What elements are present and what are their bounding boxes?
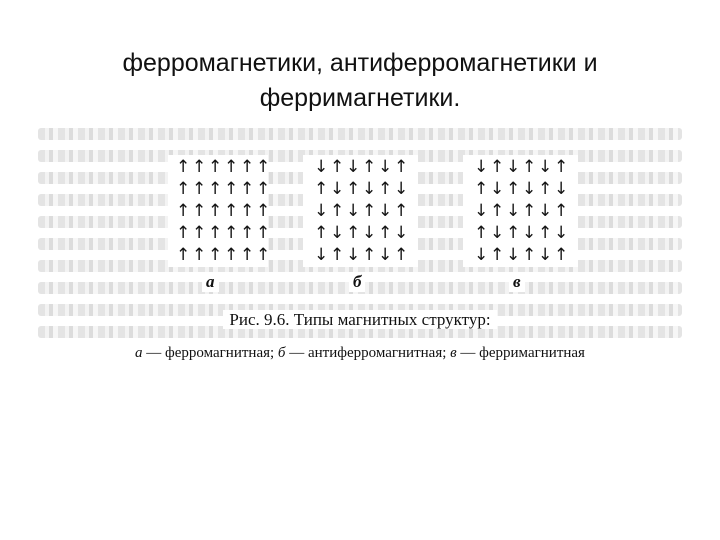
- spin-down-arrow-icon: ↓: [314, 245, 329, 265]
- figure-subcaption: [38, 345, 682, 362]
- spin-up-arrow-icon: ↑: [176, 245, 191, 265]
- spin-up-arrow-icon: ↑: [362, 245, 377, 265]
- spin-down-arrow-icon: ↓: [538, 245, 553, 265]
- spin-up-arrow-icon: ↑: [314, 223, 329, 243]
- spin-up-arrow-icon: ↑: [224, 201, 239, 221]
- subcaption-item-v: в — ферримагнитная: [450, 345, 585, 361]
- spin-up-arrow-icon: ↑: [394, 245, 409, 265]
- spin-up-arrow-icon: ↑: [394, 201, 409, 221]
- spin-up-arrow-icon: ↑: [538, 223, 553, 243]
- slide-title: ферромагнетики, антиферромагнетики и ферримагнетики.: [122, 49, 598, 112]
- spin-up-arrow-icon: ↑: [256, 201, 271, 221]
- spin-down-arrow-icon: ↓: [474, 245, 489, 265]
- spin-up-arrow-icon: ↑: [208, 245, 223, 265]
- spin-up-arrow-icon: ↑: [176, 201, 191, 221]
- spin-down-arrow-icon: ↓: [362, 223, 377, 243]
- grid-label-a: а: [202, 272, 219, 292]
- spin-up-arrow-icon: ↑: [192, 179, 207, 199]
- spin-up-arrow-icon: ↑: [176, 157, 191, 177]
- spin-up-arrow-icon: ↑: [256, 223, 271, 243]
- spin-up-arrow-icon: ↑: [192, 245, 207, 265]
- spin-up-arrow-icon: ↑: [490, 245, 505, 265]
- spin-up-arrow-icon: ↑: [256, 179, 271, 199]
- spin-up-arrow-icon: ↑: [522, 245, 537, 265]
- spin-up-arrow-icon: ↑: [256, 157, 271, 177]
- spin-up-arrow-icon: ↑: [362, 157, 377, 177]
- spin-down-arrow-icon: ↓: [314, 157, 329, 177]
- spin-up-arrow-icon: ↑: [538, 179, 553, 199]
- spin-up-arrow-icon: ↑: [224, 179, 239, 199]
- spin-up-arrow-icon: ↑: [208, 179, 223, 199]
- spin-down-arrow-icon: ↓: [346, 245, 361, 265]
- spin-down-arrow-icon: ↓: [378, 245, 393, 265]
- spin-up-arrow-icon: ↑: [378, 223, 393, 243]
- spin-down-arrow-icon: ↓: [522, 179, 537, 199]
- spin-down-arrow-icon: ↓: [314, 201, 329, 221]
- spin-up-arrow-icon: ↑: [474, 223, 489, 243]
- spin-down-arrow-icon: ↓: [522, 223, 537, 243]
- figure-caption: [38, 310, 682, 330]
- spin-down-arrow-icon: ↓: [506, 245, 521, 265]
- spin-down-arrow-icon: ↓: [330, 223, 345, 243]
- subcaption-item-a: а — ферромагнитная;: [135, 345, 278, 361]
- subcaption-item-b: б — антиферромагнитная;: [277, 345, 451, 361]
- spin-up-arrow-icon: ↑: [208, 157, 223, 177]
- spin-down-arrow-icon: ↓: [378, 201, 393, 221]
- spin-up-arrow-icon: ↑: [224, 223, 239, 243]
- spin-up-arrow-icon: ↑: [240, 201, 255, 221]
- spin-down-arrow-icon: ↓: [394, 223, 409, 243]
- spin-up-arrow-icon: ↑: [176, 179, 191, 199]
- spin-down-arrow-icon: ↓: [474, 157, 489, 177]
- spin-down-arrow-icon: ↓: [538, 201, 553, 221]
- spin-up-arrow-icon: ↑: [256, 245, 271, 265]
- spin-down-arrow-icon: ↓: [346, 157, 361, 177]
- spin-down-arrow-icon: ↓: [346, 201, 361, 221]
- spin-up-arrow-icon: ↑: [506, 179, 521, 199]
- spin-down-arrow-icon: ↓: [490, 223, 505, 243]
- spin-up-arrow-icon: ↑: [208, 201, 223, 221]
- spin-up-arrow-icon: ↑: [330, 157, 345, 177]
- spin-down-arrow-icon: ↓: [554, 223, 569, 243]
- spin-up-arrow-icon: ↑: [192, 201, 207, 221]
- spin-down-arrow-icon: ↓: [490, 179, 505, 199]
- spin-up-arrow-icon: ↑: [240, 223, 255, 243]
- spin-up-arrow-icon: ↑: [394, 157, 409, 177]
- spin-up-arrow-icon: ↑: [346, 179, 361, 199]
- spin-down-arrow-icon: ↓: [330, 179, 345, 199]
- spin-up-arrow-icon: ↑: [346, 223, 361, 243]
- spin-up-arrow-icon: ↑: [208, 223, 223, 243]
- spin-up-arrow-icon: ↑: [378, 179, 393, 199]
- spin-down-arrow-icon: ↓: [362, 179, 377, 199]
- figure-caption-text: Рис. 9.6. Типы магнитных структур:: [223, 310, 496, 329]
- spin-up-arrow-icon: ↑: [314, 179, 329, 199]
- spin-up-arrow-icon: ↑: [490, 201, 505, 221]
- spin-down-arrow-icon: ↓: [378, 157, 393, 177]
- spin-up-arrow-icon: ↑: [176, 223, 191, 243]
- spin-down-arrow-icon: ↓: [506, 201, 521, 221]
- spin-up-arrow-icon: ↑: [522, 201, 537, 221]
- spin-up-arrow-icon: ↑: [330, 245, 345, 265]
- spin-up-arrow-icon: ↑: [192, 223, 207, 243]
- spin-down-arrow-icon: ↓: [506, 157, 521, 177]
- scanned-figure: [38, 120, 682, 365]
- spin-up-arrow-icon: ↑: [506, 223, 521, 243]
- spin-up-arrow-icon: ↑: [362, 201, 377, 221]
- spin-up-arrow-icon: ↑: [240, 179, 255, 199]
- spin-up-arrow-icon: ↑: [554, 245, 569, 265]
- spin-up-arrow-icon: ↑: [474, 179, 489, 199]
- spin-up-arrow-icon: ↑: [192, 157, 207, 177]
- spin-up-arrow-icon: ↑: [522, 157, 537, 177]
- spin-down-arrow-icon: ↓: [554, 179, 569, 199]
- spin-up-arrow-icon: ↑: [554, 157, 569, 177]
- spin-down-arrow-icon: ↓: [394, 179, 409, 199]
- grid-label-b: б: [349, 272, 365, 292]
- spin-down-arrow-icon: ↓: [474, 201, 489, 221]
- spin-up-arrow-icon: ↑: [240, 157, 255, 177]
- spin-up-arrow-icon: ↑: [330, 201, 345, 221]
- spin-down-arrow-icon: ↓: [538, 157, 553, 177]
- spin-up-arrow-icon: ↑: [224, 245, 239, 265]
- spin-up-arrow-icon: ↑: [240, 245, 255, 265]
- spin-up-arrow-icon: ↑: [490, 157, 505, 177]
- spin-up-arrow-icon: ↑: [224, 157, 239, 177]
- grid-label-v: в: [509, 272, 525, 292]
- spin-up-arrow-icon: ↑: [554, 201, 569, 221]
